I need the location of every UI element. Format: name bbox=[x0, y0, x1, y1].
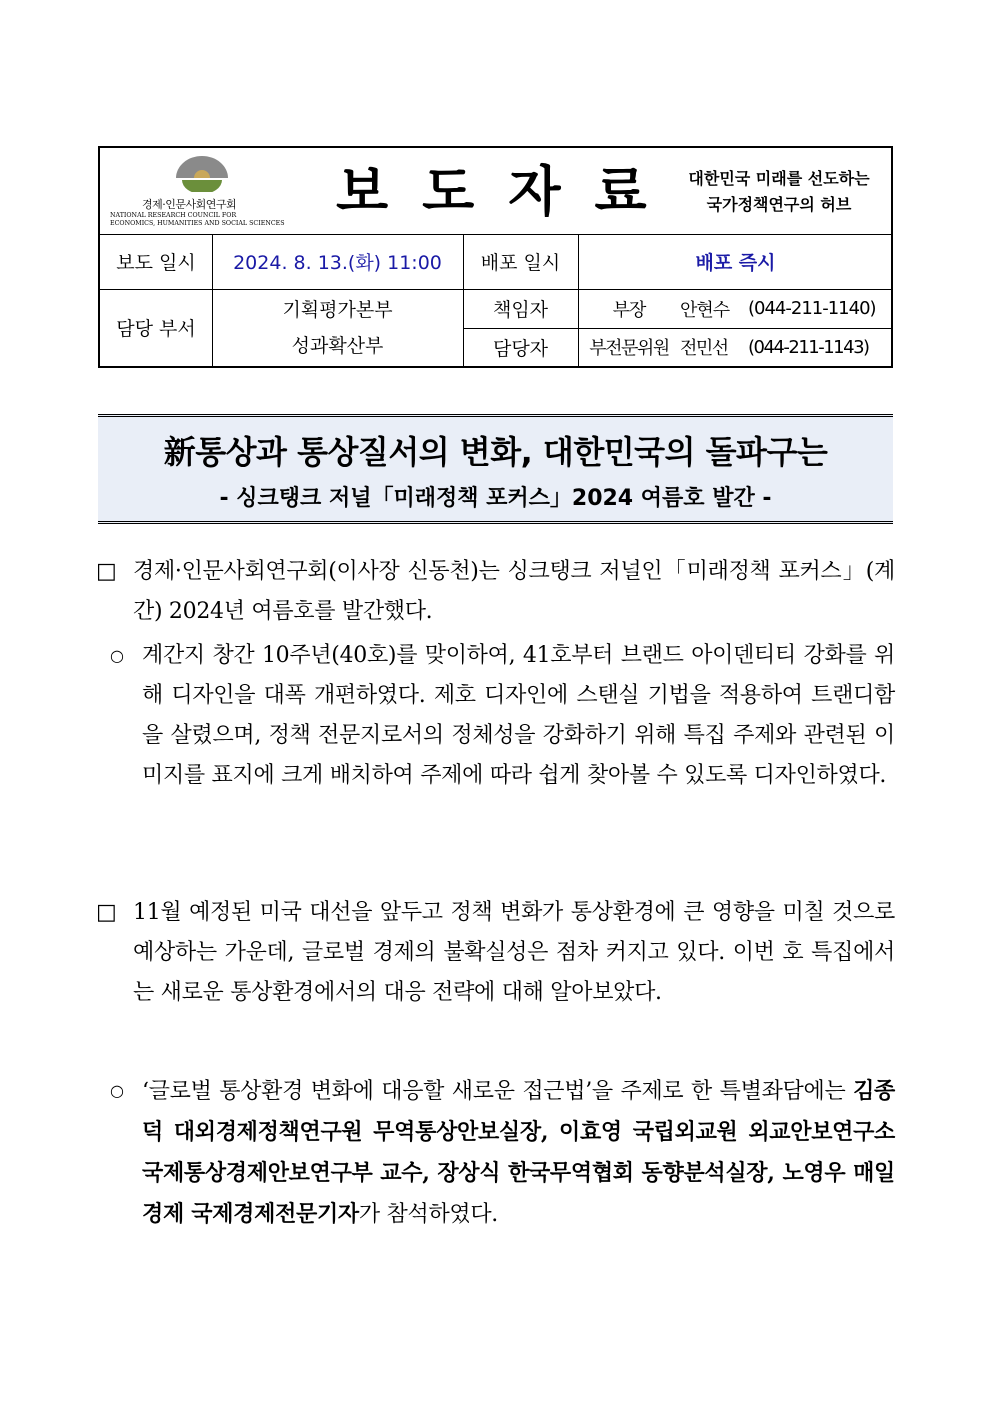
slogan-line-2: 국가정책연구의 허브 bbox=[706, 195, 852, 214]
release-date-value: 2024. 8. 13.(화) 11:00 bbox=[233, 252, 442, 274]
slogan bbox=[670, 166, 888, 218]
org-name-en bbox=[110, 212, 300, 228]
org-name-en-line-1: NATIONAL RESEARCH COUNCIL FOR bbox=[110, 212, 237, 219]
logo-emblem-icon bbox=[172, 156, 232, 192]
separator-3: , bbox=[767, 1160, 783, 1186]
separator-1: , bbox=[540, 1119, 560, 1145]
release-date-label: 보도 일시 bbox=[116, 252, 196, 274]
participant-1: 김종덕 대외경제정책연구원 무역통상안보실장 bbox=[142, 1078, 895, 1145]
manager-title: 부장 bbox=[612, 299, 646, 321]
checkbox-mark-1: □ bbox=[96, 559, 117, 584]
contact-phone: (044-211-1143) bbox=[748, 336, 869, 358]
slogan-line-1: 대한민국 미래를 선도하는 bbox=[688, 169, 870, 188]
checkbox-mark-2: □ bbox=[96, 900, 117, 925]
paragraph-1-sub: 계간지 창간 10주년(40호)를 맞이하여, 41호부터 브랜드 아이덴티티 강화를 위해 디자인을 대폭 개편하였다. 제호 디자인에 스탠실 기법을 적용하여 트랜디함을 살렸으며, 정책 전문지로서의 정체성을 강화하기 위해 특집 주제와 관련된 이미지를 표지에 크게 배치하여 주제에 따라 쉽게 찾아볼 수 있도록 디자인하였다. bbox=[142, 643, 895, 788]
bullet-mark-1: ○ bbox=[110, 646, 124, 665]
dept-label: 담당 부서 bbox=[116, 318, 196, 340]
separator-2: , bbox=[422, 1160, 438, 1186]
org-name-kr: 경제·인문사회연구회 bbox=[142, 198, 237, 211]
contact-info bbox=[578, 328, 893, 366]
manager-info bbox=[578, 289, 893, 328]
p2-sub-end: 가 참석하였다. bbox=[358, 1202, 498, 1227]
manager-phone: (044-211-1140) bbox=[748, 298, 876, 319]
dept-line-2: 성과확산부 bbox=[291, 334, 384, 357]
paragraph-2-sub bbox=[142, 1071, 895, 1235]
paragraph-1: 경제·인문사회연구회(이사장 신동천)는 싱크탱크 저널인「미래정책 포커스」(계간) 2024년 여름호를 발간했다. bbox=[133, 559, 895, 624]
contact-label: 담당자 bbox=[492, 337, 549, 360]
main-title: 新통상과 통상질서의 변화, 대한민국의 돌파구는 bbox=[163, 433, 828, 471]
press-header-table bbox=[98, 146, 893, 368]
contact-name: 전민선 bbox=[680, 338, 728, 359]
p2-sub-intro: ‘글로벌 통상환경 변화에 대응할 새로운 접근법’을 주제로 한 특별좌담에는 bbox=[142, 1079, 854, 1104]
dept-value bbox=[212, 289, 463, 366]
org-name-en-line-2: ECONOMICS, HUMANITIES AND SOCIAL SCIENCES bbox=[110, 220, 285, 227]
distribution-label: 배포 일시 bbox=[480, 252, 561, 274]
doc-type-title: 보도자료 bbox=[336, 160, 681, 223]
org-logo bbox=[106, 154, 298, 230]
paragraph-2: 11월 예정된 미국 대선을 앞두고 정책 변화가 통상환경에 큰 영향을 미칠 것으로 예상하는 가운데, 글로벌 경제의 불확실성은 점차 커지고 있다. 이번 호 특집에서는 새로운 통상환경에서의 대응 전략에 대해 알아보았다. bbox=[133, 900, 895, 1005]
sub-title: - 싱크탱크 저널「미래정책 포커스」2024 여름호 발간 - bbox=[219, 486, 772, 511]
bullet-mark-2: ○ bbox=[110, 1081, 124, 1100]
contact-title: 부전문위원 bbox=[589, 338, 669, 359]
participant-3: 장상식 한국무역협회 동향분석실장 bbox=[437, 1160, 768, 1186]
manager-label: 책임자 bbox=[492, 299, 549, 321]
title-banner bbox=[98, 414, 893, 524]
participant-2: 이효영 국립외교원 외교안보연구소 국제통상경제안보연구부 교수 bbox=[142, 1119, 895, 1186]
participant-4: 노영우 매일경제 국제경제전문기자 bbox=[142, 1160, 896, 1227]
distribution-value: 배포 즉시 bbox=[695, 252, 776, 274]
header-top-row bbox=[100, 148, 891, 235]
dept-line-1: 기획평가본부 bbox=[282, 298, 393, 321]
manager-name: 안현수 bbox=[680, 299, 730, 321]
